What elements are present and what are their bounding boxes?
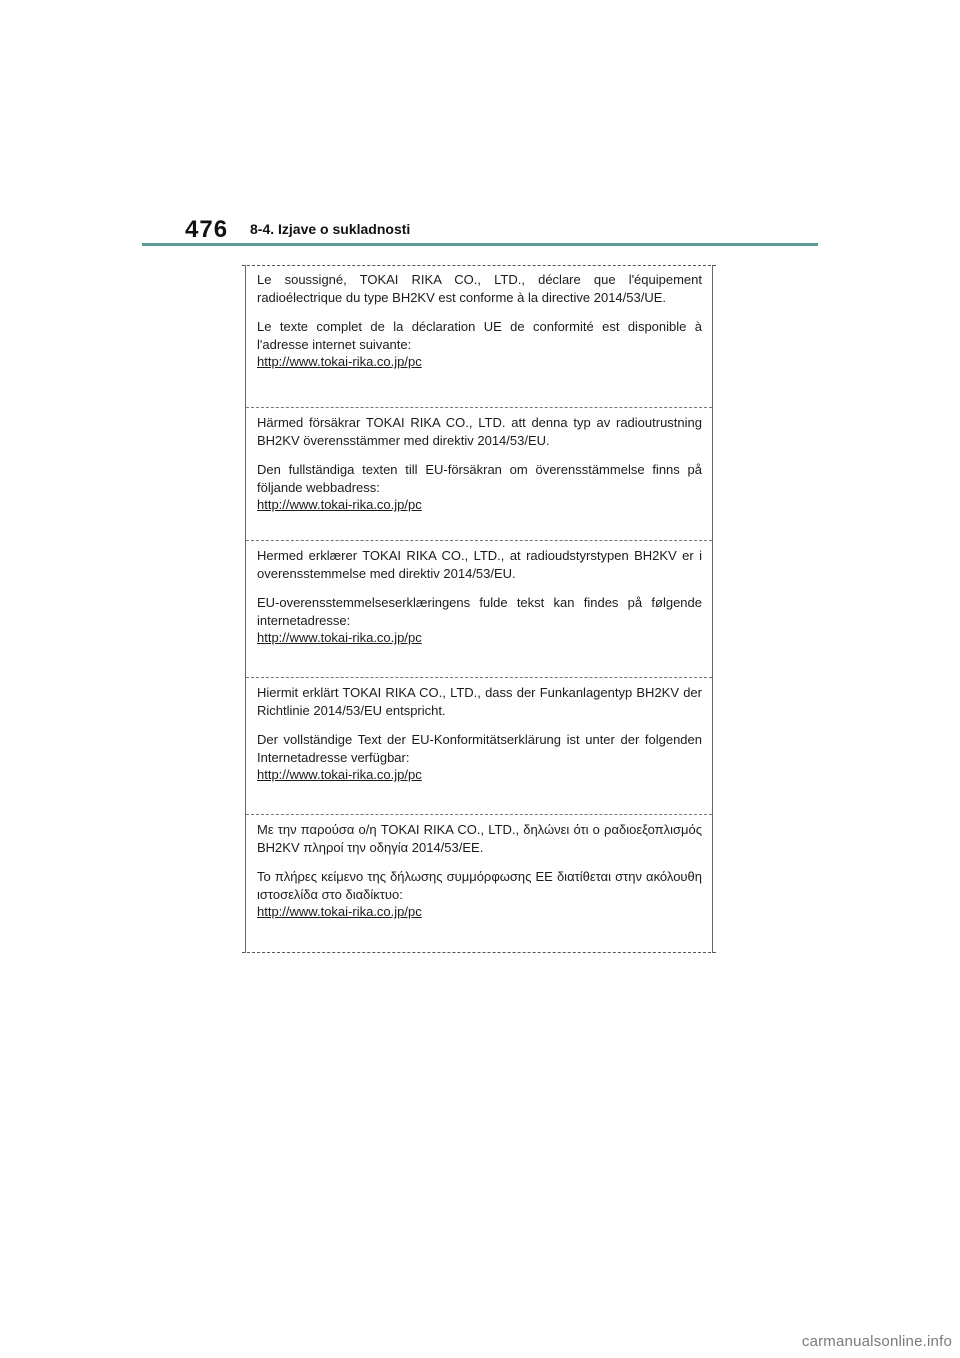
declaration-availability <box>257 731 702 784</box>
declarations-box <box>245 265 713 953</box>
declaration-availability-text: Der vollständige Text der EU-Konformitätserklärung ist unter der folgenden Internetadresse verfügbar: <box>257 732 702 765</box>
declaration-url-link[interactable]: http://www.tokai-rika.co.jp/pc <box>257 497 422 512</box>
declaration-statement: Hermed erklærer TOKAI RIKA CO., LTD., at radioudstyrstypen BH2KV er i overensstemmelse med direktiv 2014/53/EU. <box>257 548 702 581</box>
watermark: carmanualsonline.info <box>801 1333 952 1350</box>
section-title: 8-4. Izjave o sukladnosti <box>250 221 411 237</box>
declaration-german <box>246 678 712 815</box>
declaration-danish <box>246 541 712 678</box>
declaration-greek <box>246 815 712 953</box>
declaration-availability-text: Den fullständiga texten till EU-försäkran om överensstämmelse finns på följande webbadress: <box>257 462 702 495</box>
declaration-swedish <box>246 408 712 541</box>
declaration-availability-text: EU-overensstemmelseserklæringens fulde tekst kan findes på følgende internetadresse: <box>257 595 702 628</box>
declaration-statement: Με την παρούσα ο/η TOKAI RIKA CO., LTD., δηλώνει ότι ο ραδιοεξοπλισμός BH2KV πληροί την οδηγία 2014/53/ΕΕ. <box>257 822 702 855</box>
declaration-statement: Hiermit erklärt TOKAI RIKA CO., LTD., dass der Funkanlagentyp BH2KV der Richtlinie 2014/53/EU entspricht. <box>257 685 702 718</box>
declaration-availability <box>257 868 702 921</box>
declaration-url-link[interactable]: http://www.tokai-rika.co.jp/pc <box>257 904 422 919</box>
declaration-french <box>246 265 712 408</box>
declaration-availability-text: Le texte complet de la déclaration UE de conformité est disponible à l'adresse internet suivante: <box>257 319 702 352</box>
declaration-availability <box>257 461 702 514</box>
declaration-url-link[interactable]: http://www.tokai-rika.co.jp/pc <box>257 767 422 782</box>
declaration-statement: Le soussigné, TOKAI RIKA CO., LTD., déclare que l'équipement radioélectrique du type BH2KV est conforme à la directive 2014/53/UE. <box>257 272 702 305</box>
declaration-availability <box>257 318 702 371</box>
header-rule <box>142 243 818 246</box>
declaration-availability-text: Το πλήρες κείμενο της δήλωσης συμμόρφωσης ΕΕ διατίθεται στην ακόλουθη ιστοσελίδα στο διαδίκτυο: <box>257 869 702 902</box>
declaration-url-link[interactable]: http://www.tokai-rika.co.jp/pc <box>257 630 422 645</box>
page-number: 476 <box>185 216 229 243</box>
declaration-url-link[interactable]: http://www.tokai-rika.co.jp/pc <box>257 354 422 369</box>
declaration-statement: Härmed försäkrar TOKAI RIKA CO., LTD. att denna typ av radioutrustning BH2KV överensstämmer med direktiv 2014/53/EU. <box>257 415 702 448</box>
declaration-availability <box>257 594 702 647</box>
